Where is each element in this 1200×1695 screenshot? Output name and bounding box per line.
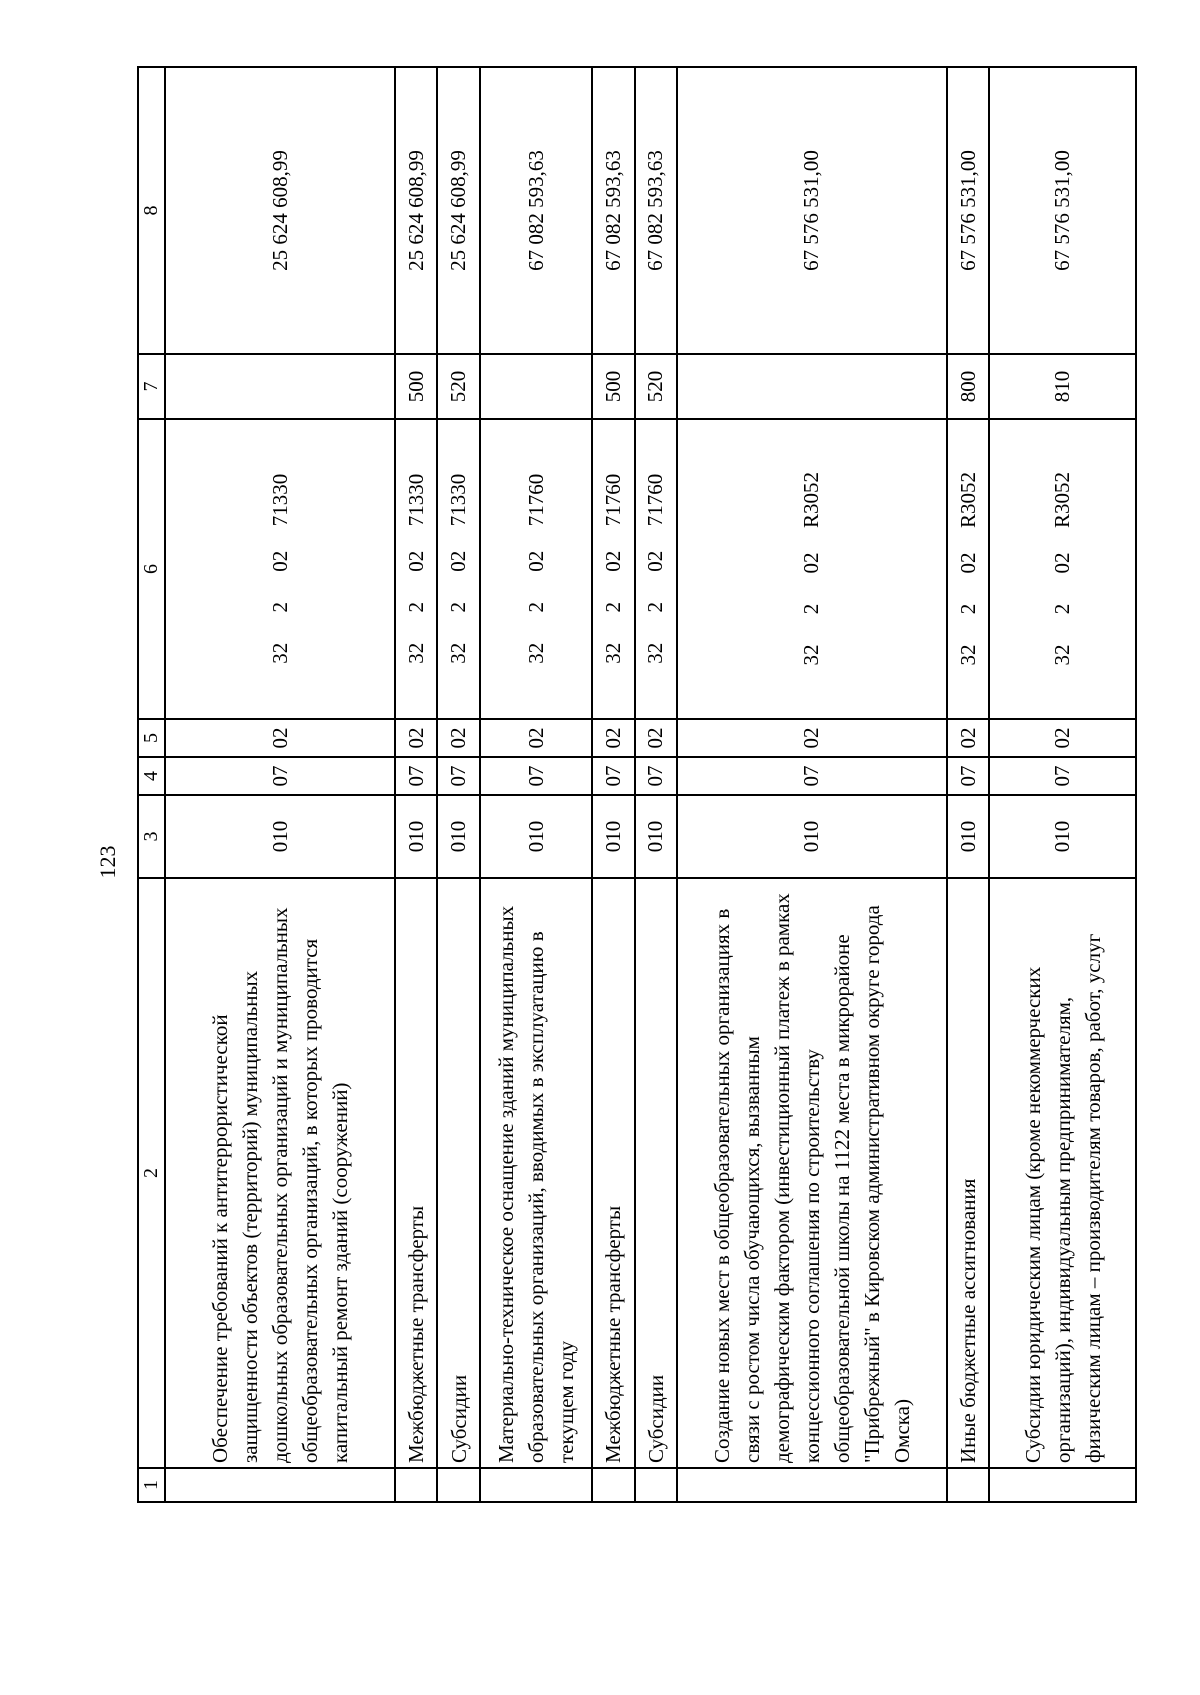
- row-index-cell: [165, 1468, 395, 1502]
- target-article-cell: [635, 419, 677, 719]
- section-cell: 07: [677, 757, 947, 795]
- expense-type-cell: [165, 354, 395, 419]
- code-cell: 010: [480, 795, 593, 878]
- target-article-part: 71330: [403, 473, 428, 527]
- target-article-part: 71760: [643, 473, 668, 527]
- target-article-part: 32: [643, 642, 668, 664]
- header-col-6: 6: [138, 419, 165, 719]
- budget-table-container: [137, 68, 1137, 1503]
- target-article-part: 02: [267, 550, 292, 572]
- amount-cell: 67 576 531,00: [677, 67, 947, 354]
- table-row: [437, 67, 479, 1502]
- section-cell: 07: [989, 757, 1136, 795]
- target-article-part: 2: [267, 602, 292, 613]
- target-article-cell: [592, 419, 634, 719]
- item-name-cell: Материально-техническое оснащение зданий муниципальных образовательных организаций, вводимых в эксплуатацию в текущем году: [480, 878, 593, 1468]
- item-name-cell: Субсидии юридическим лицам (кроме некоммерческих организаций), индивидуальным предпринимателям, физическим лицам – производителям товаров, работ, услуг: [989, 878, 1136, 1468]
- code-cell: 010: [989, 795, 1136, 878]
- header-col-5: 5: [138, 719, 165, 757]
- item-name-cell: Обеспечение требований к антитеррористической защищенности объектов (территорий) муниципальных дошкольных образовательных организаций и муниципальных общеобразовательных организаций, в которых проводится капитальный ремонт зданий (сооружений): [165, 878, 395, 1468]
- header-col-1: 1: [138, 1468, 165, 1502]
- expense-type-cell: 520: [437, 354, 479, 419]
- amount-cell: 25 624 608,99: [437, 67, 479, 354]
- target-article-cell: [947, 419, 989, 719]
- amount-cell: 67 082 593,63: [480, 67, 593, 354]
- target-article-cell: [165, 419, 395, 719]
- page-number: 123: [95, 845, 120, 879]
- amount-cell: 67 082 593,63: [635, 67, 677, 354]
- header-col-3: 3: [138, 795, 165, 878]
- target-article-part: 71760: [523, 473, 548, 527]
- amount-cell: 67 576 531,00: [947, 67, 989, 354]
- subsection-cell: 02: [635, 719, 677, 757]
- amount-cell: 67 576 531,00: [989, 67, 1136, 354]
- section-cell: 07: [592, 757, 634, 795]
- item-name-cell: Межбюджетные трансферты: [592, 878, 634, 1468]
- subsection-cell: 02: [677, 719, 947, 757]
- expense-type-cell: [677, 354, 947, 419]
- row-index-cell: [395, 1468, 437, 1502]
- item-name-cell: Субсидии: [635, 878, 677, 1468]
- expense-type-cell: [480, 354, 593, 419]
- target-article-part: 02: [955, 552, 980, 574]
- code-cell: 010: [395, 795, 437, 878]
- target-article-part: R3052: [1050, 472, 1075, 529]
- row-index-cell: [592, 1468, 634, 1502]
- table-row: [165, 67, 395, 1502]
- section-cell: 07: [165, 757, 395, 795]
- amount-cell: 25 624 608,99: [395, 67, 437, 354]
- table-row: [989, 67, 1136, 1502]
- subsection-cell: 02: [437, 719, 479, 757]
- target-article-part: 32: [1050, 644, 1075, 666]
- target-article-part: 32: [523, 642, 548, 664]
- header-col-2: 2: [138, 878, 165, 1468]
- subsection-cell: 02: [592, 719, 634, 757]
- header-col-7: 7: [138, 354, 165, 419]
- target-article-part: 32: [600, 642, 625, 664]
- subsection-cell: 02: [480, 719, 593, 757]
- header-row: [138, 67, 165, 1502]
- subsection-cell: 02: [947, 719, 989, 757]
- target-article-part: 02: [799, 552, 824, 574]
- target-article-part: 2: [799, 603, 824, 615]
- expense-type-cell: 500: [592, 354, 634, 419]
- target-article-part: 32: [403, 642, 428, 664]
- target-article-part: 2: [446, 602, 471, 613]
- subsection-cell: 02: [989, 719, 1136, 757]
- target-article-part: 02: [523, 550, 548, 572]
- subsection-cell: 02: [395, 719, 437, 757]
- code-cell: 010: [677, 795, 947, 878]
- target-article-part: 71760: [600, 473, 625, 527]
- amount-cell: 67 082 593,63: [592, 67, 634, 354]
- target-article-part: 71330: [267, 473, 292, 527]
- budget-table: [137, 66, 1137, 1503]
- target-article-part: 32: [446, 642, 471, 664]
- target-article-part: 2: [403, 602, 428, 613]
- section-cell: 07: [635, 757, 677, 795]
- item-name-cell: Межбюджетные трансферты: [395, 878, 437, 1468]
- section-cell: 07: [437, 757, 479, 795]
- target-article-cell: [395, 419, 437, 719]
- table-row: [480, 67, 593, 1502]
- table-body: [165, 67, 1136, 1502]
- table-row: [395, 67, 437, 1502]
- target-article-part: 02: [643, 550, 668, 572]
- code-cell: 010: [437, 795, 479, 878]
- target-article-cell: [437, 419, 479, 719]
- table-row: [947, 67, 989, 1502]
- target-article-cell: [989, 419, 1136, 719]
- code-cell: 010: [947, 795, 989, 878]
- table-row: [635, 67, 677, 1502]
- row-index-cell: [677, 1468, 947, 1502]
- target-article-part: 2: [600, 602, 625, 613]
- target-article-cell: [677, 419, 947, 719]
- target-article-part: 2: [1050, 603, 1075, 615]
- expense-type-cell: 500: [395, 354, 437, 419]
- target-article-part: 2: [955, 603, 980, 615]
- target-article-part: 32: [799, 644, 824, 666]
- item-name-cell: Создание новых мест в общеобразовательных организациях в связи с ростом числа обучающихся, вызванным демографическим фактором (инвестиционный платеж в рамках концессионного соглашения по строительству общеобразовательной школы на 1122 места в микрорайоне "Прибрежный" в Кировском административном округе города Омска): [677, 878, 947, 1468]
- section-cell: 07: [480, 757, 593, 795]
- amount-cell: 25 624 608,99: [165, 67, 395, 354]
- code-cell: 010: [165, 795, 395, 878]
- target-article-part: 2: [643, 602, 668, 613]
- code-cell: 010: [635, 795, 677, 878]
- item-name-cell: Иные бюджетные ассигнования: [947, 878, 989, 1468]
- row-index-cell: [947, 1468, 989, 1502]
- target-article-part: 2: [523, 602, 548, 613]
- target-article-part: R3052: [955, 472, 980, 529]
- code-cell: 010: [592, 795, 634, 878]
- section-cell: 07: [947, 757, 989, 795]
- target-article-part: 71330: [446, 473, 471, 527]
- target-article-part: 02: [446, 550, 471, 572]
- row-index-cell: [480, 1468, 593, 1502]
- table-row: [677, 67, 947, 1502]
- target-article-part: 02: [1050, 552, 1075, 574]
- subsection-cell: 02: [165, 719, 395, 757]
- expense-type-cell: 810: [989, 354, 1136, 419]
- target-article-cell: [480, 419, 593, 719]
- expense-type-cell: 800: [947, 354, 989, 419]
- expense-type-cell: 520: [635, 354, 677, 419]
- target-article-part: 32: [267, 642, 292, 664]
- header-col-8: 8: [138, 67, 165, 354]
- section-cell: 07: [395, 757, 437, 795]
- target-article-part: 32: [955, 644, 980, 666]
- row-index-cell: [989, 1468, 1136, 1502]
- row-index-cell: [635, 1468, 677, 1502]
- item-name-cell: Субсидии: [437, 878, 479, 1468]
- target-article-part: R3052: [799, 472, 824, 529]
- row-index-cell: [437, 1468, 479, 1502]
- header-col-4: 4: [138, 757, 165, 795]
- target-article-part: 02: [403, 550, 428, 572]
- table-row: [592, 67, 634, 1502]
- target-article-part: 02: [600, 550, 625, 572]
